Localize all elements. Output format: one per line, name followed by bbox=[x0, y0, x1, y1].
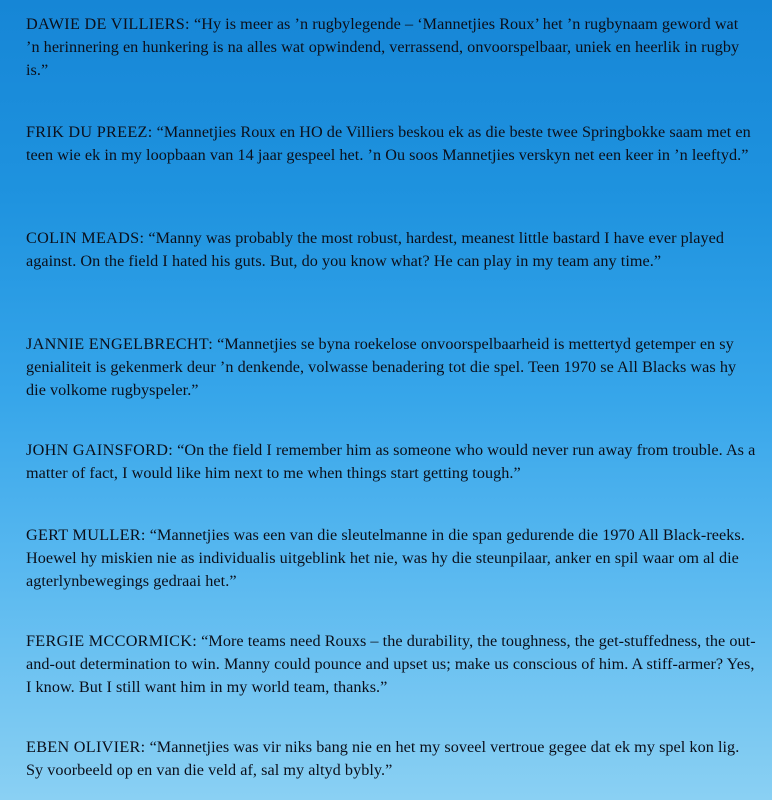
quote-frik-du-preez bbox=[26, 121, 756, 167]
quote-speaker: FRIK DU PREEZ: bbox=[26, 123, 153, 141]
quote-speaker: FERGIE MCCORMICK: bbox=[26, 632, 198, 650]
quote-fergie-mccormick bbox=[26, 630, 756, 699]
quote-text: “Mannetjies se byna roekelose onvoorspelbaarheid is mettertyd getemper en sy genialiteit is gekenmerk deur ’n denkende, volwasse benadering tot die spel. Teen 1970 se All Blacks was hy die volkome rugbyspeler.” bbox=[26, 335, 737, 399]
quote-john-gainsford bbox=[26, 439, 756, 485]
quote-gert-muller bbox=[26, 524, 756, 593]
quote-colin-meads bbox=[26, 227, 756, 273]
quote-text: “Mannetjies was een van die sleutelmanne in die span gedurende die 1970 All Black-reeks. Hoewel hy miskien nie as individualis uitgeblink het nie, was hy die steunpilaar, anker en spil waar om al die agterlynbewegings gedraai het.” bbox=[26, 526, 745, 590]
quote-speaker: COLIN MEADS: bbox=[26, 229, 145, 247]
quote-text: “Hy is meer as ’n rugbylegende – ‘Mannetjies Roux’ het ’n rugbynaam geword wat ’n herinnering en hunkering is na alles wat opwindend, verrassend, onvoorspelbaar, uniek en heerlik in rugby is.” bbox=[26, 15, 740, 79]
quote-text: “More teams need Rouxs – the durability, the toughness, the get-stuffedness, the out-and-out determination to win. Manny could pounce and upset us; make us conscious of him. A stiff-armer? Yes, I know. But I still want him in my world team, thanks.” bbox=[26, 632, 756, 696]
quote-text: “On the field I remember him as someone who would never run away from trouble. As a matter of fact, I would like him next to me when things start getting tough.” bbox=[26, 441, 756, 482]
quote-speaker: JANNIE ENGELBRECHT: bbox=[26, 335, 213, 353]
quote-text: “Manny was probably the most robust, hardest, meanest little bastard I have ever played against. On the field I hated his guts. But, do you know what? He can play in my team any time.” bbox=[26, 229, 725, 270]
quote-jannie-engelbrecht bbox=[26, 333, 756, 402]
quote-text: “Mannetjies Roux en HO de Villiers beskou ek as die beste twee Springbokke saam met en teen wie ek in my loopbaan van 14 jaar gespeel het. ’n Ou soos Mannetjies verskyn net een keer in ’n leeftyd.” bbox=[26, 123, 751, 164]
quote-dawie-de-villiers bbox=[26, 13, 756, 82]
quote-text: “Mannetjies was vir niks bang nie en het my soveel vertroue gegee dat ek my spel kon lig. Sy voorbeeld op en van die veld af, sal my altyd bybly.” bbox=[26, 738, 740, 779]
quote-speaker: EBEN OLIVIER: bbox=[26, 738, 146, 756]
quote-speaker: JOHN GAINSFORD: bbox=[26, 441, 174, 459]
quote-speaker: DAWIE DE VILLIERS: bbox=[26, 15, 190, 33]
quote-speaker: GERT MULLER: bbox=[26, 526, 146, 544]
quote-eben-olivier bbox=[26, 736, 756, 782]
